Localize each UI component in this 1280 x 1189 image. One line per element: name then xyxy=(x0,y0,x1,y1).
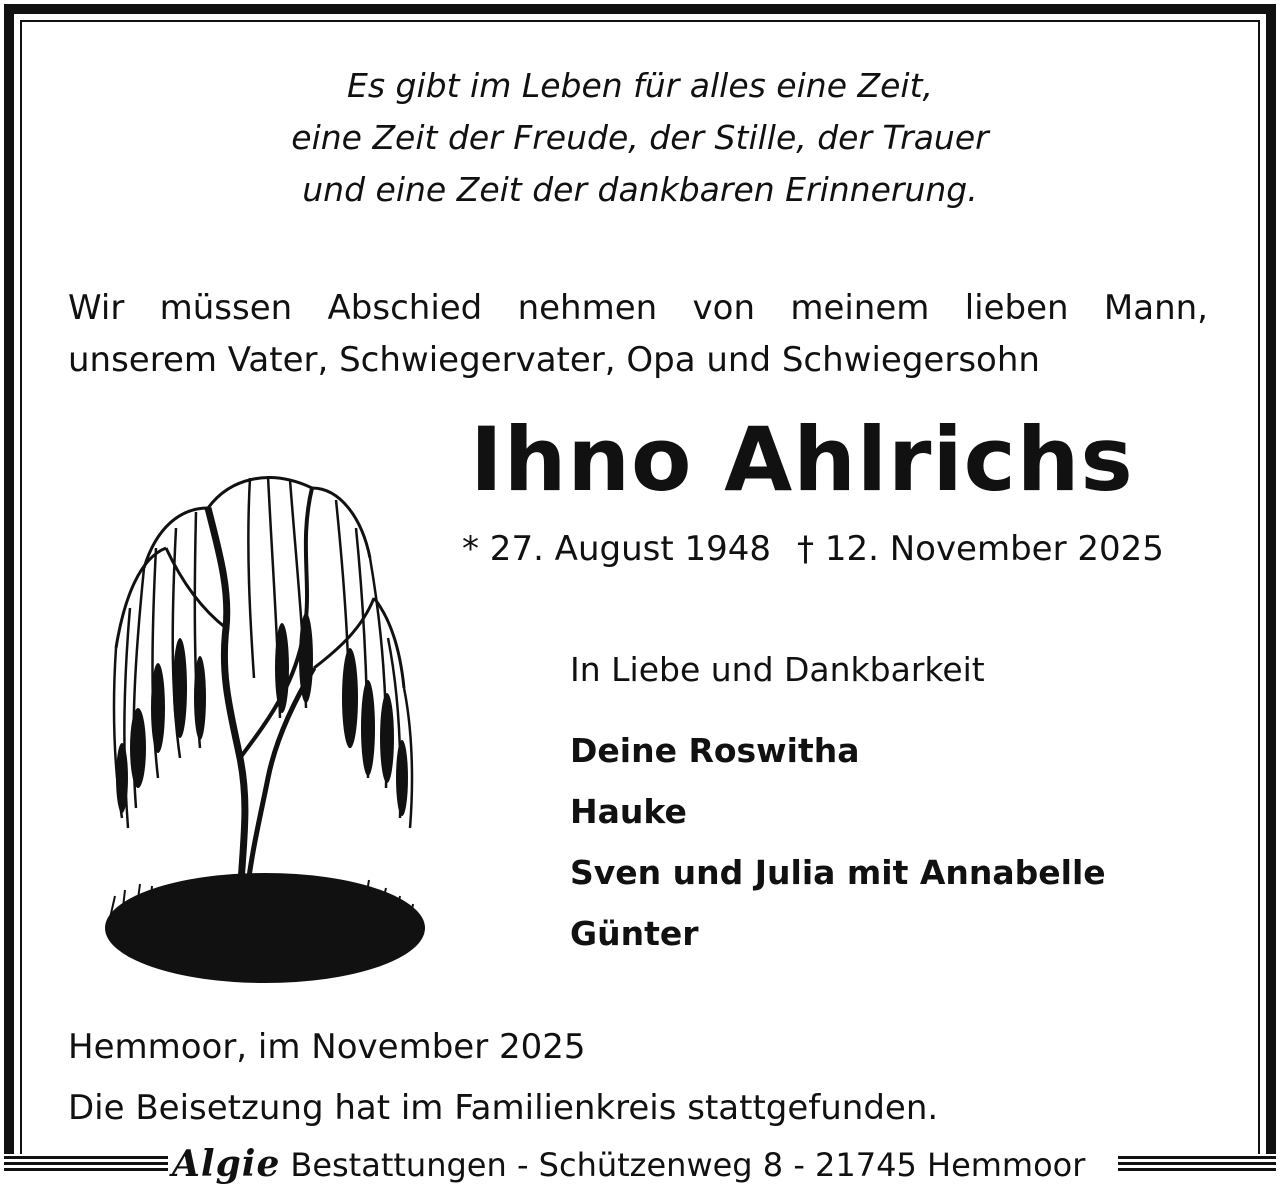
death-date: † 12. November 2025 xyxy=(797,529,1164,569)
footer-rule-left xyxy=(4,1156,168,1172)
footer-rule-right xyxy=(1118,1156,1276,1172)
dedication: In Liebe und Dankbarkeit xyxy=(570,650,985,689)
family-member: Sven und Julia mit Annabelle xyxy=(570,853,1106,892)
funeral-home-logo: Algie xyxy=(172,1143,281,1185)
intro-line-2: unserem Vater, Schwiegervater, Opa und Schwiegersohn xyxy=(68,340,1040,380)
quote-line-2: eine Zeit der Freude, der Stille, der Trauer xyxy=(291,118,989,157)
place-and-date: Hemmoor, im November 2025 xyxy=(68,1027,586,1067)
family-list xyxy=(570,720,1106,964)
funeral-home-address: Bestattungen - Schützenweg 8 - 21745 Hemmoor xyxy=(290,1146,1086,1184)
weeping-willow-tree-icon xyxy=(100,448,430,1008)
family-member: Deine Roswitha xyxy=(570,731,860,770)
deceased-name: Ihno Ahlrichs xyxy=(470,408,1134,511)
intro-text xyxy=(68,282,1208,386)
opening-quote xyxy=(0,60,1280,216)
footer-text-block xyxy=(172,1142,1085,1187)
burial-note: Die Beisetzung hat im Familienkreis stattgefunden. xyxy=(68,1088,939,1128)
footer xyxy=(0,1140,1280,1188)
birth-date: * 27. August 1948 xyxy=(462,529,772,569)
intro-line-1: Wir müssen Abschied nehmen von meinem lieben Mann, xyxy=(68,288,1208,328)
quote-line-3: und eine Zeit der dankbaren Erinnerung. xyxy=(302,170,978,209)
life-dates xyxy=(462,524,1164,574)
family-member: Günter xyxy=(570,914,699,953)
quote-line-1: Es gibt im Leben für alles eine Zeit, xyxy=(347,66,933,105)
family-member: Hauke xyxy=(570,792,687,831)
